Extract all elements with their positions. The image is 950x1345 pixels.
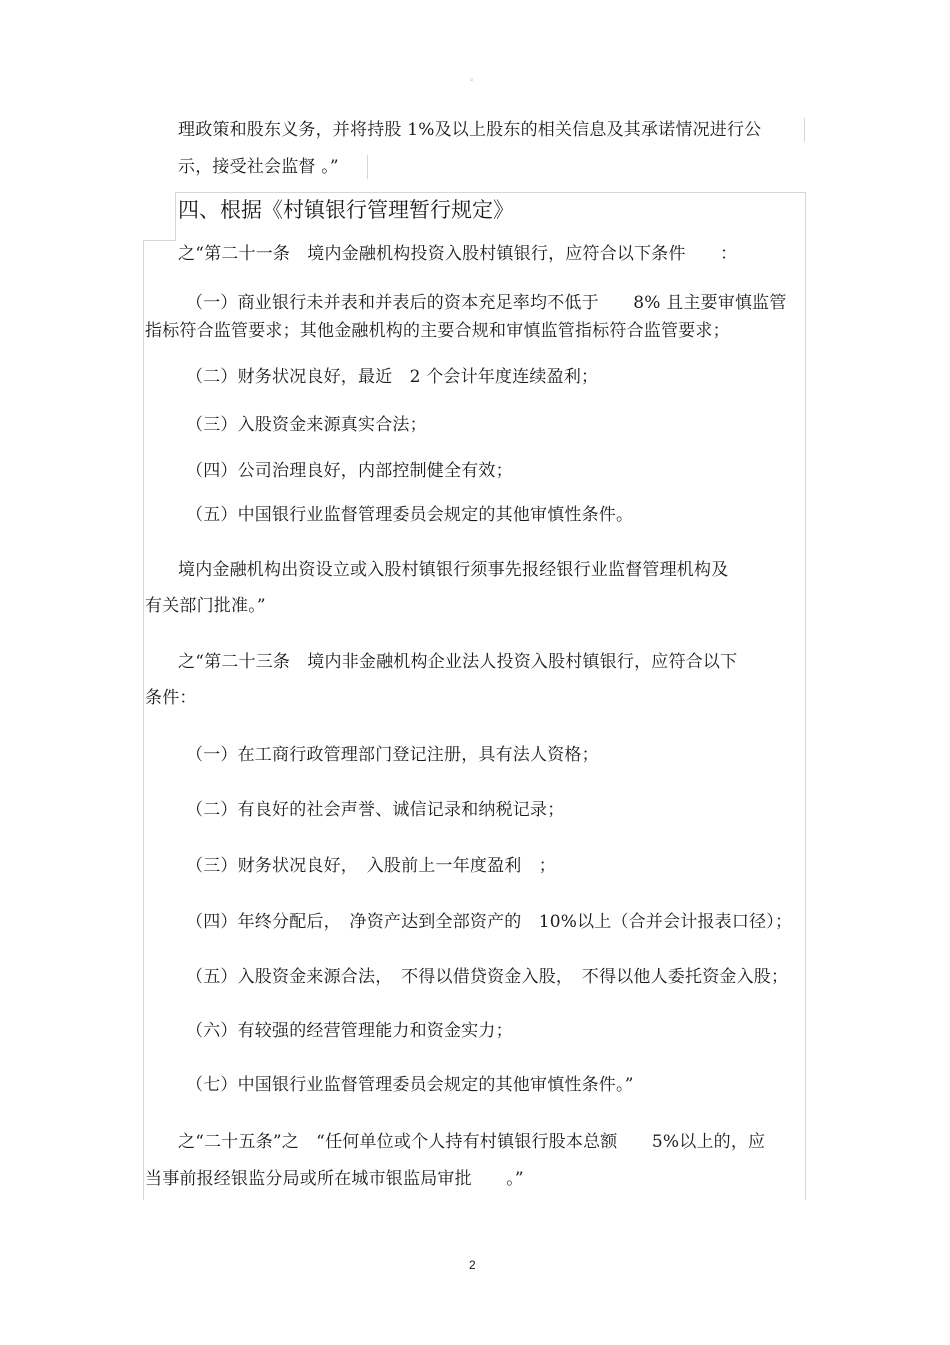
- frame-line: [143, 240, 144, 1200]
- frame-line: [367, 155, 368, 179]
- text-line: （二）财务状况良好，最近 2 个会计年度连续盈利；: [186, 367, 599, 387]
- text-line: 条件：: [145, 688, 197, 708]
- text-line: 之“第二十一条 境内金融机构投资入股村镇银行，应符合以下条件 ：: [178, 244, 738, 264]
- text-line: （三）入股资金来源真实合法；: [186, 415, 427, 435]
- section-heading: 四、根据《村镇银行管理暂行规定》: [178, 198, 514, 222]
- header-mark: 。: [470, 73, 480, 83]
- text-line: 理政策和股东义务，并将持股 1%及以上股东的相关信息及其承诺情况进行公: [178, 120, 762, 140]
- frame-line: [804, 118, 805, 142]
- text-line: 当事前报经银监分局或所在城市银监局审批 。”: [145, 1169, 524, 1189]
- text-line: （四）公司治理良好，内部控制健全有效；: [186, 461, 513, 481]
- frame-line: [175, 192, 176, 240]
- frame-line: [175, 192, 805, 193]
- text-line: （五）中国银行业监督管理委员会规定的其他审慎性条件。: [186, 505, 634, 525]
- text-line: （五）入股资金来源合法， 不得以借贷资金入股， 不得以他人委托资金入股；: [186, 967, 789, 987]
- text-line: （三）财务状况良好， 入股前上一年度盈利 ；: [186, 856, 556, 876]
- text-line: （一）在工商行政管理部门登记注册，具有法人资格；: [186, 745, 599, 765]
- text-line: 之“二十五条”之 “任何单位或个人持有村镇银行股本总额 5%以上的，应: [178, 1132, 766, 1152]
- text-line: （二）有良好的社会声誉、诚信记录和纳税记录；: [186, 800, 565, 820]
- frame-line: [805, 192, 806, 1200]
- text-line: （四）年终分配后， 净资产达到全部资产的 10%以上（合并会计报表口径）；: [186, 912, 793, 932]
- text-line: 示，接受社会监督 。”: [178, 157, 339, 177]
- text-line: （七）中国银行业监督管理委员会规定的其他审慎性条件。”: [186, 1075, 634, 1095]
- page-number: 2: [469, 1258, 476, 1272]
- text-line: 有关部门批准。”: [145, 596, 266, 616]
- text-line: 境内金融机构出资设立或入股村镇银行须事先报经银行业监督管理机构及: [178, 560, 729, 580]
- frame-line: [143, 240, 176, 241]
- text-line: （一）商业银行未并表和并表后的资本充足率均不低于 8% 且主要审慎监管: [186, 293, 787, 313]
- text-line: 指标符合监管要求；其他金融机构的主要合规和审慎监管指标符合监管要求；: [145, 321, 730, 341]
- text-line: （六）有较强的经营管理能力和资金实力；: [186, 1021, 513, 1041]
- text-line: 之“第二十三条 境内非金融机构企业法人投资入股村镇银行，应符合以下: [178, 652, 738, 672]
